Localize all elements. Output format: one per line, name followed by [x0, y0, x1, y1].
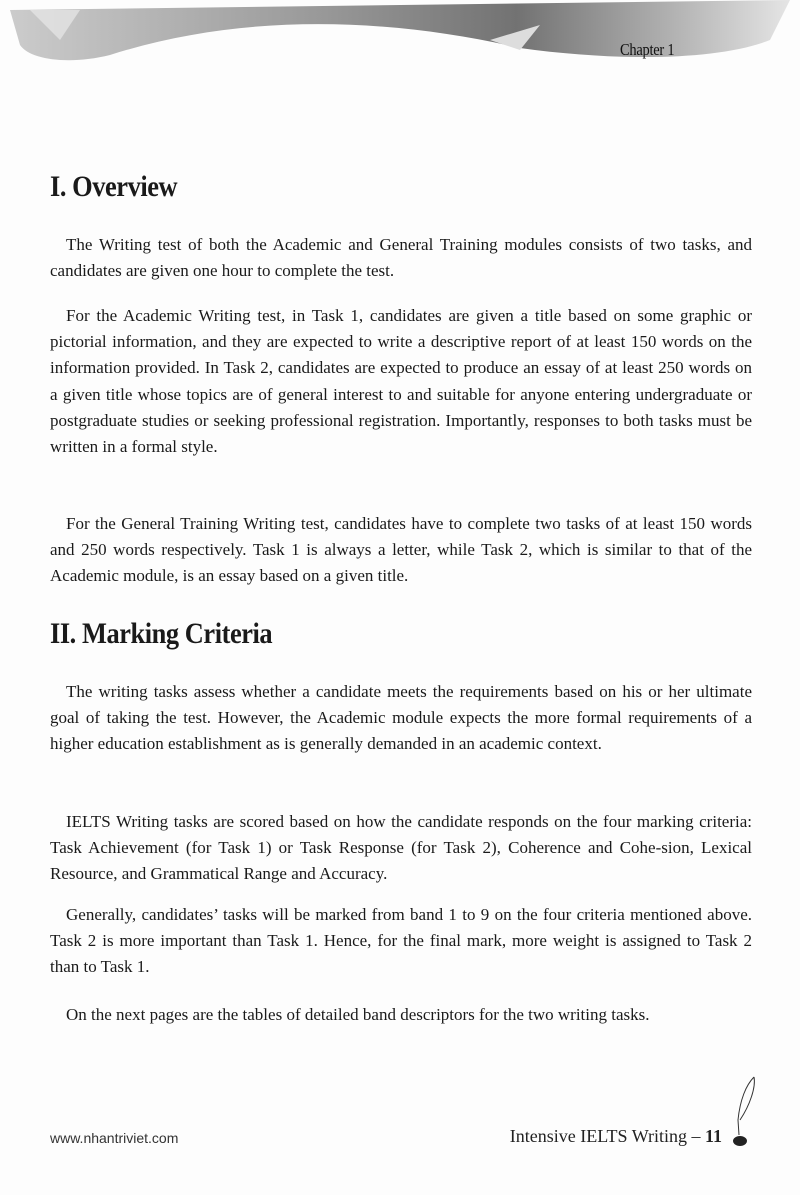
paragraph: On the next pages are the tables of detailed band descriptors for the two writing tasks.	[66, 1005, 650, 1024]
book-title: Intensive IELTS Writing –	[509, 1126, 705, 1146]
paragraph: The Writing test of both the Academic and General Training modules consists of two tasks, and candidates are given one hour to complete the test.	[50, 235, 752, 281]
paragraph: Generally, candidates’ tasks will be marked from band 1 to 9 on the four criteria mentioned above. Task 2 is more important than Task 1. Hence, for the final mark, more weight is assigned to Task 2 than to Task 1.	[50, 905, 752, 977]
page-number: 11	[704, 1126, 722, 1146]
footer-url: www.nhantriviet.com	[50, 1130, 179, 1146]
section-title-overview: I. Overview	[50, 170, 178, 203]
paragraph: IELTS Writing tasks are scored based on how the candidate responds on the four marking criteria: Task Achievement (for Task 1) or Task Response (for Task 2), Coherence and Cohe-sion, Lexical Resource, and Grammatical Range and Accuracy.	[50, 812, 752, 884]
quill-ink-icon	[728, 1075, 758, 1150]
header-banner-decoration	[0, 0, 800, 70]
paragraph: For the General Training Writing test, candidates have to complete two tasks of at least 150 words and 250 words respectively. Task 1 is always a letter, while Task 2, which is similar to that of the Academic module, is an essay based on a given title.	[50, 514, 752, 586]
section-title-marking-criteria: II. Marking Criteria	[50, 617, 273, 650]
paragraph: The writing tasks assess whether a candidate meets the requirements based on his or her ultimate goal of taking the test. However, the Academic module expects the more formal requirements of a higher education establishment as is generally demanded in an academic context.	[50, 682, 752, 754]
footer-book-title	[510, 1126, 722, 1147]
chapter-label: Chapter 1	[620, 40, 675, 59]
paragraph: For the Academic Writing test, in Task 1, candidates are given a title based on some graphic or pictorial information, and they are expected to write a descriptive report of at least 150 words on the information provided. In Task 2, candidates are expected to produce an essay of at least 250 words on a given title whose topics are of general interest to and suitable for anyone entering undergraduate or postgraduate studies or seeking professional registration. Importantly, responses to both tasks must be written in a formal style.	[50, 306, 752, 457]
